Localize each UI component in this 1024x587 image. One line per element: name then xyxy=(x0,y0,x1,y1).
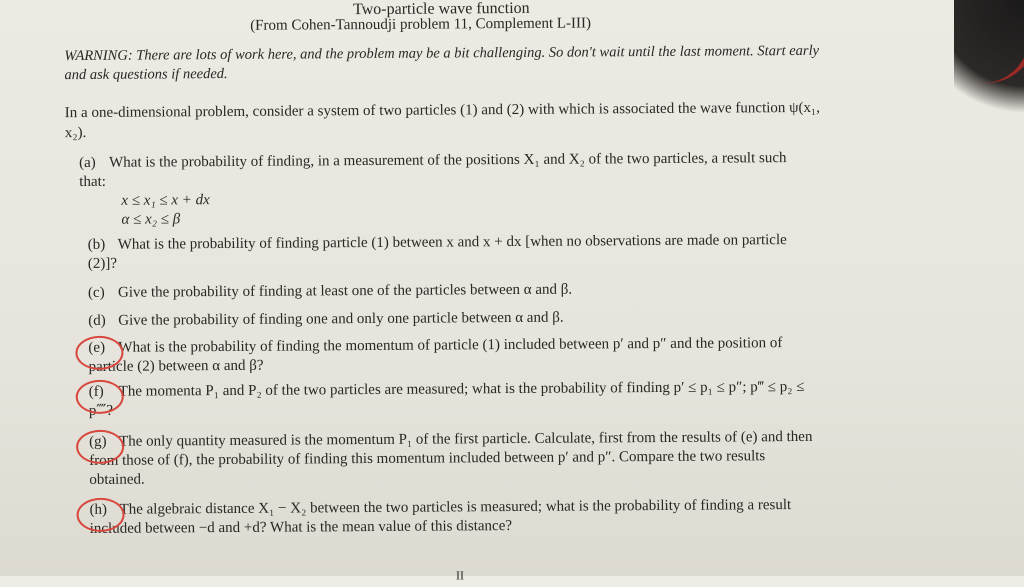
question-e-text: What is the probability of finding the momentum of particle (1) included between p′ and p″ and the position of particle (2) between α and β? xyxy=(88,335,783,375)
question-g-label: (g) xyxy=(89,433,107,450)
red-circle-f xyxy=(76,380,124,414)
doc-title: Two-particle wave function xyxy=(352,0,530,19)
question-f-label: (f) xyxy=(88,383,104,400)
question-h-label: (h) xyxy=(89,501,108,518)
question-e xyxy=(88,334,818,377)
question-a-text: What is the probability of finding, in a measurement of the positions X₁ and X₂ of the two particles, a result such that: xyxy=(79,150,787,191)
question-a-label: (a) xyxy=(79,154,96,172)
question-c xyxy=(88,279,818,303)
question-d xyxy=(88,307,818,331)
question-c-text: Give the probability of finding at least one of the particles between α and β. xyxy=(117,281,573,301)
question-b-label: (b) xyxy=(87,236,106,253)
page-marker: II xyxy=(455,568,465,583)
question-f-text: The momenta P₁ and P₂ of the two particles are measured; what is the probability of finding p′ ≤ p₁ ≤ p″; p‴ ≤ p₂ ≤ p⁗? xyxy=(88,378,805,419)
question-b-text: What is the probability of finding particle (1) between x and x + dx [when no observations are made on particle (2)]? xyxy=(87,232,787,272)
warning-note: WARNING: There are lots of work here, and the problem may be a bit challenging. So don't wait until the last moment. Start early and ask questions if needed. xyxy=(64,42,820,84)
red-circle-h xyxy=(76,498,124,532)
question-h-text: The algebraic distance X₁ − X₂ between the two particles is measured; what is the probability of finding a result included between −d and +d? What is the mean value of this distance? xyxy=(89,497,792,537)
question-b xyxy=(88,231,818,274)
doc-subtitle: (From Cohen-Tannoudji problem 11, Complement L-III) xyxy=(250,15,592,34)
red-circle-e xyxy=(75,336,123,370)
red-circle-g xyxy=(76,430,124,464)
question-g-text: The only quantity measured is the momentum P₁ of the first particle. Calculate, first from the results of (e) and then from those of (f), the probability of finding this momentum included between p′ and p″. Compare the two results obtained. xyxy=(89,428,813,488)
intro-paragraph: In a one-dimensional problem, consider a system of two particles (1) and (2) with which is associated the wave function ψ(x₁, x₂). xyxy=(64,99,821,142)
question-h xyxy=(89,496,819,539)
condition-x1: x ≤ x₁ ≤ x + dx xyxy=(121,192,210,209)
question-d-label: (d) xyxy=(88,312,106,329)
question-a xyxy=(79,149,810,230)
question-e-label: (e) xyxy=(88,339,106,356)
question-f xyxy=(89,378,819,421)
question-c-label: (c) xyxy=(87,284,105,301)
question-g xyxy=(89,428,819,490)
question-d-text: Give the probability of finding one and only one particle between α and β. xyxy=(118,309,564,329)
condition-x2: α ≤ x₂ ≤ β xyxy=(121,211,181,228)
